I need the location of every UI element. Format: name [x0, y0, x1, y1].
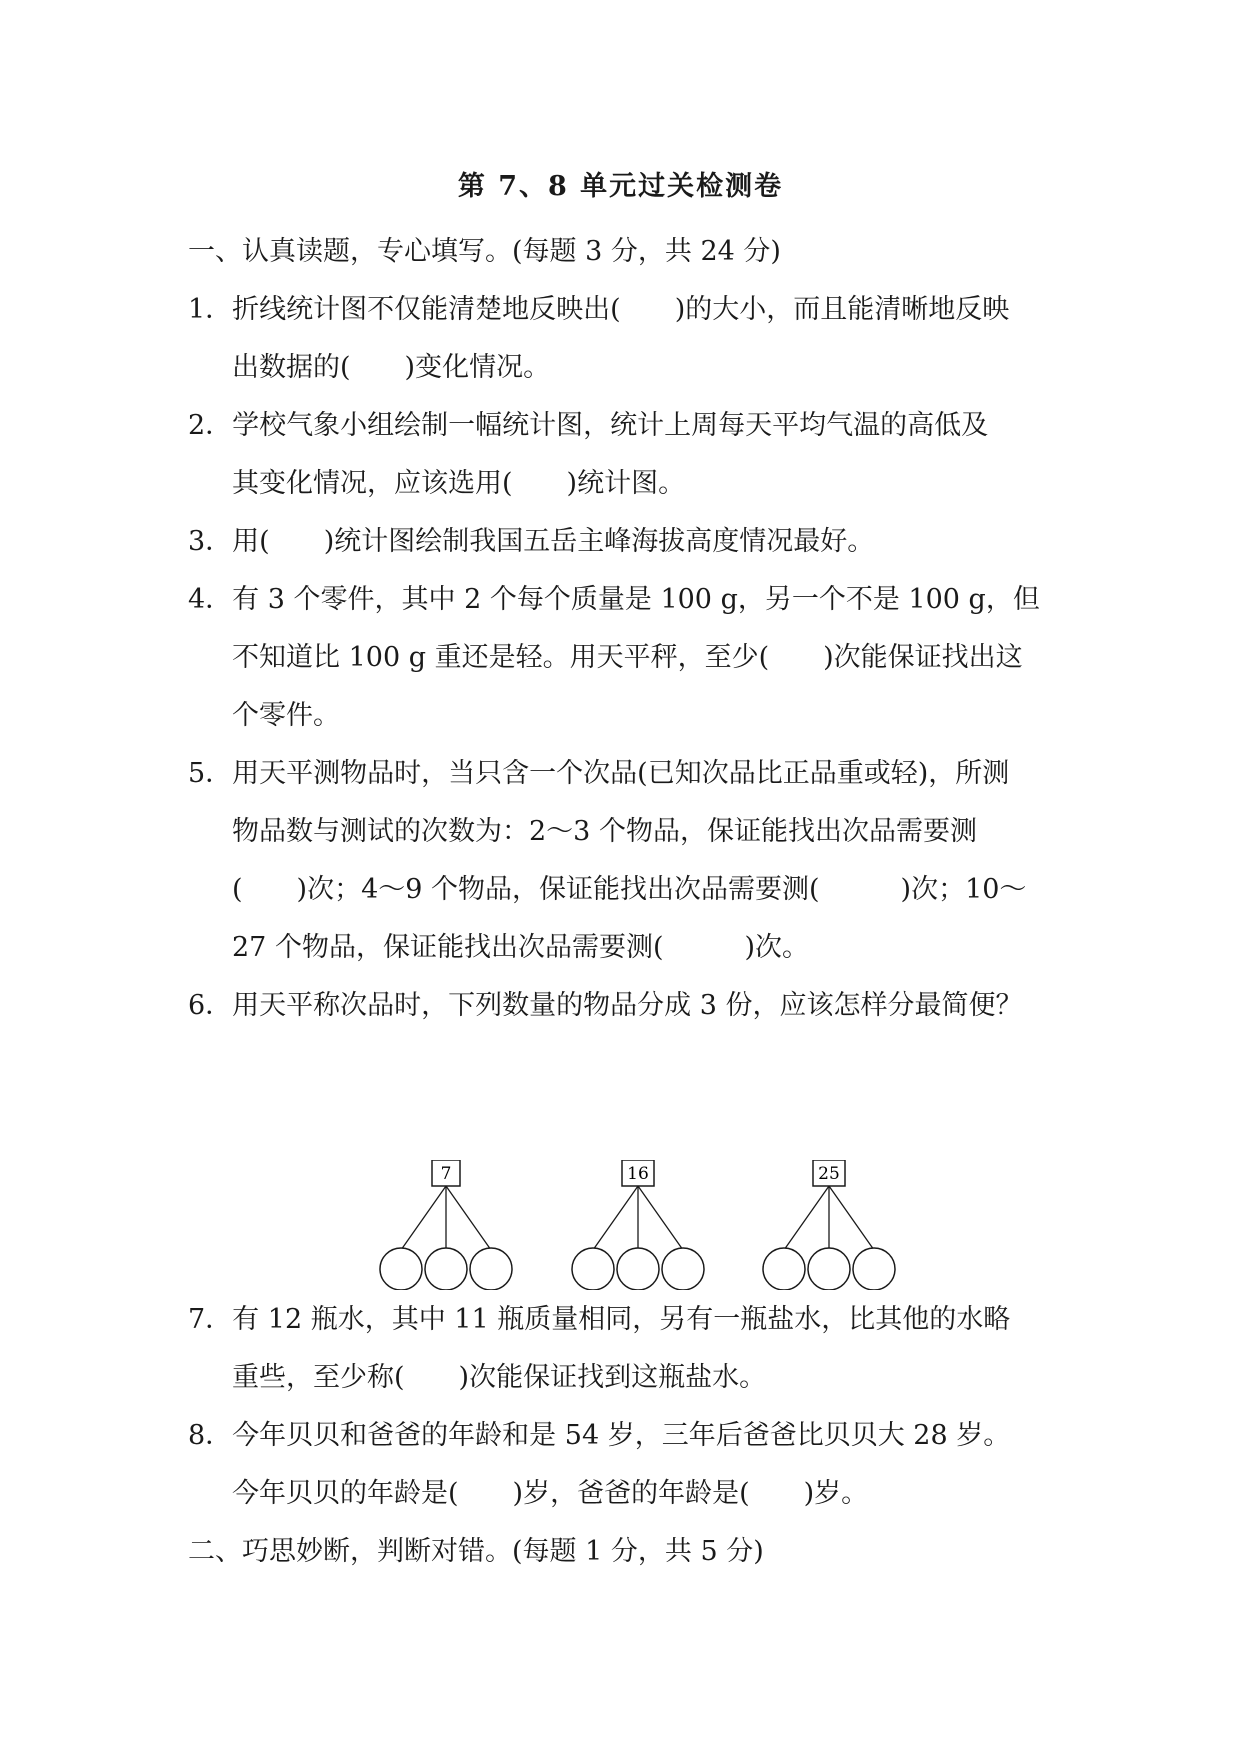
question-3-line-1: 3．用( )统计图绘制我国五岳主峰海拔高度情况最好。	[188, 526, 875, 557]
blank-circle[interactable]	[470, 1248, 512, 1290]
question-1-line-1: 1．折线统计图不仅能清楚地反映出( )的大小，而且能清晰地反映	[188, 294, 1010, 325]
question-5-line-4: 27 个物品，保证能找出次品需要测( )次。	[232, 932, 810, 963]
question-8-line-1: 8．今年贝贝和爸爸的年龄和是 54 岁，三年后爸爸比贝贝大 28 岁。	[188, 1420, 1011, 1451]
blank-circle[interactable]	[572, 1248, 614, 1290]
number-label: 25	[818, 1164, 840, 1184]
question-2-line-2: 其变化情况，应该选用( )统计图。	[232, 468, 686, 499]
number-label: 16	[627, 1164, 649, 1184]
question-6-line-1: 6．用天平称次品时，下列数量的物品分成 3 份，应该怎样分最简便？	[188, 990, 1023, 1021]
question-4-line-2: 不知道比 100 g 重还是轻。用天平秤，至少( )次能保证找出这	[232, 642, 1023, 673]
section-2-heading: 二、巧思妙断，判断对错。(每题 1 分，共 5 分)	[188, 1536, 764, 1567]
question-5-line-3: ( )次；4～9 个物品，保证能找出次品需要测( )次；10～	[232, 874, 1027, 905]
question-5-line-2: 物品数与测试的次数为：2～3 个物品，保证能找出次品需要测	[232, 816, 977, 847]
blank-circle[interactable]	[808, 1248, 850, 1290]
page-title: 第 7、8 单元过关检测卷	[457, 171, 784, 202]
split-diagram-svg	[370, 1160, 920, 1290]
question-1-line-2: 出数据的( )变化情况。	[232, 352, 551, 383]
question-4-line-3: 个零件。	[232, 700, 340, 731]
question-4-line-1: 4．有 3 个零件，其中 2 个每个质量是 100 g，另一个不是 100 g，但	[188, 584, 1040, 615]
split-group-2	[572, 1160, 704, 1290]
blank-circle[interactable]	[425, 1248, 467, 1290]
question-7-line-2: 重些，至少称( )次能保证找到这瓶盐水。	[232, 1362, 767, 1393]
blank-circle[interactable]	[617, 1248, 659, 1290]
blank-circle[interactable]	[853, 1248, 895, 1290]
blank-circle[interactable]	[763, 1248, 805, 1290]
question-2-line-1: 2．学校气象小组绘制一幅统计图，统计上周每天平均气温的高低及	[188, 410, 989, 441]
blank-circle[interactable]	[662, 1248, 704, 1290]
section-1-heading: 一、认真读题，专心填写。(每题 3 分，共 24 分)	[188, 236, 781, 267]
split-group-3	[763, 1160, 895, 1290]
blank-circle[interactable]	[380, 1248, 422, 1290]
split-group-1	[380, 1160, 512, 1290]
split-diagram	[370, 1160, 920, 1290]
question-7-line-1: 7．有 12 瓶水，其中 11 瓶质量相同，另有一瓶盐水，比其他的水略	[188, 1304, 1011, 1335]
question-5-line-1: 5．用天平测物品时，当只含一个次品(已知次品比正品重或轻)，所测	[188, 758, 1010, 789]
question-8-line-2: 今年贝贝的年龄是( )岁，爸爸的年龄是( )岁。	[232, 1478, 869, 1509]
number-label: 7	[440, 1164, 452, 1184]
